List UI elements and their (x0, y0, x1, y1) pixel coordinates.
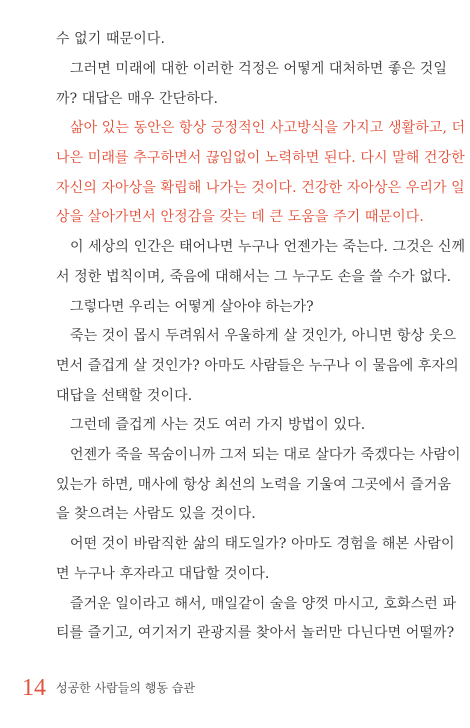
text-line: 그런데 즐겁게 사는 것도 여러 가지 방법이 있다. (70, 417, 366, 433)
text-line: 수 없기 때문이다. (56, 31, 166, 47)
text-line: 그러면 미래에 대한 이러한 걱정은 어떻게 대처하면 좋은 것일 (70, 61, 447, 77)
running-title: 성공한 사람들의 행동 습관 (56, 681, 195, 695)
text-line: 면 누구나 후자라고 대답할 것이다. (56, 566, 270, 582)
page-footer (22, 676, 195, 706)
text-line: 까? 대답은 매우 간단하다. (56, 91, 219, 107)
text-line: 대답을 선택할 것이다. (56, 388, 193, 404)
text-line: 죽는 것이 몹시 두려워서 우울하게 살 것인가, 아니면 항상 웃으 (70, 328, 457, 344)
highlighted-text-line: 자신의 자아상을 확립해 나가는 것이다. 건강한 자아상은 우리가 일 (56, 180, 465, 196)
highlighted-text-line: 나은 미래를 추구하면서 끊임없이 노력하면 된다. 다시 말해 건강한 (56, 150, 465, 166)
text-line: 그렇다면 우리는 어떻게 살아야 하는가? (70, 299, 314, 315)
text-line: 언젠가 죽을 목숨이니까 그저 되는 대로 살다가 죽겠다는 사람이 (70, 447, 461, 463)
text-line: 면서 즐겁게 살 것인가? 아마도 사람들은 누구나 이 물음에 후자의 (56, 358, 459, 374)
text-line: 을 찾으려는 사람도 있을 것이다. (56, 506, 256, 522)
text-line: 티를 즐기고, 여기저기 관광지를 찾아서 놀러만 다닌다면 어떨까? (56, 625, 455, 641)
highlighted-text-line: 삶아 있는 동안은 항상 긍정적인 사고방식을 가지고 생활하고, 더 (70, 120, 466, 136)
text-line: 서 정한 법칙이며, 죽음에 대해서는 그 누구도 손을 쓸 수가 없다. (56, 269, 452, 285)
text-line: 있는가 하면, 매사에 항상 최선의 노력을 기울여 그곳에서 즐거움 (56, 477, 452, 493)
text-line: 이 세상의 인간은 태어나면 누구나 언젠가는 죽는다. 그것은 신께 (70, 239, 466, 255)
highlighted-text-line: 상을 살아가면서 안정감을 갖는 데 큰 도움을 주기 때문이다. (56, 209, 424, 225)
text-line: 즐거운 일이라고 해서, 매일같이 술을 양껏 마시고, 호화스런 파 (70, 596, 457, 612)
page-number: 14 (22, 675, 46, 701)
text-line: 어떤 것이 바람직한 삶의 태도일가? 아마도 경험을 해본 사람이 (70, 536, 455, 552)
